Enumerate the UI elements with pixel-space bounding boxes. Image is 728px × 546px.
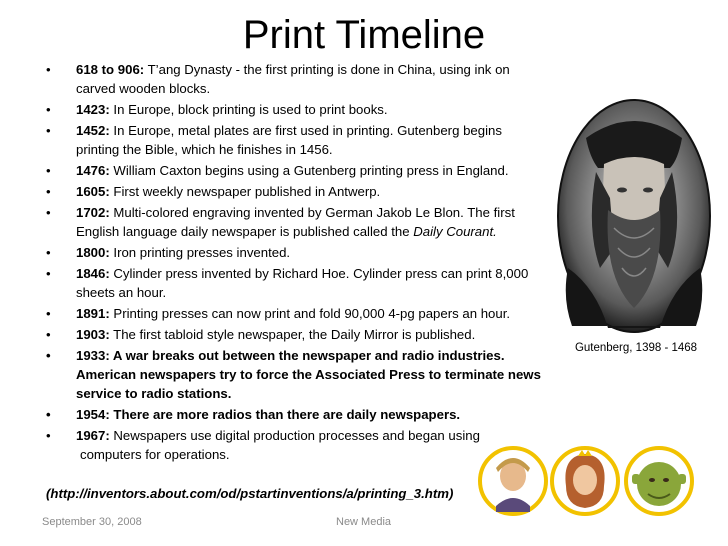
cartoon-character-icon [478, 446, 548, 516]
timeline-year: 1954: [76, 407, 110, 422]
bullet: • [46, 123, 51, 138]
slide-title: Print Timeline [242, 13, 486, 57]
timeline-item [42, 60, 542, 98]
timeline-item [42, 405, 542, 424]
timeline-text: William Caxton begins using a Gutenberg printing press in England. [113, 163, 509, 178]
timeline-year: 1800: [76, 245, 110, 260]
timeline-item [42, 100, 542, 119]
gutenberg-portrait [556, 98, 712, 334]
timeline-item [42, 121, 542, 159]
bullet: • [46, 348, 51, 363]
timeline-text: The first tabloid style newspaper, the Daily Mirror is published. [113, 327, 476, 342]
source-citation: (http://inventors.about.com/od/pstartinventions/a/printing_3.htm) [46, 486, 454, 501]
timeline-item [42, 243, 542, 262]
timeline-text: Cylinder press invented by Richard Hoe. Cylinder press can print 8,000 sheets an hour. [76, 266, 529, 300]
cartoon-character-icon [624, 446, 694, 516]
timeline-item [42, 325, 542, 344]
portrait-caption: Gutenberg, 1398 - 1468 [574, 342, 698, 354]
timeline-text: Iron printing presses invented. [113, 245, 291, 260]
timeline-item [42, 304, 542, 323]
timeline-list [42, 60, 542, 466]
timeline-item-continuation: computers for operations. [80, 447, 230, 462]
timeline-year: 618 to 906: [76, 62, 145, 77]
newspaper-name: Daily Courant. [413, 224, 497, 239]
timeline-text: First weekly newspaper published in Antwerp. [113, 184, 381, 199]
bullet: • [46, 306, 51, 321]
bullet: • [46, 428, 51, 443]
timeline-text: In Europe, metal plates are first used in printing. Gutenberg begins printing the Bible, which he finishes in 1456. [76, 123, 502, 157]
timeline-text: Newspapers use digital production processes and began using [113, 428, 480, 443]
footer-center-text: New Media [336, 516, 392, 528]
bullet: • [46, 205, 51, 220]
timeline-text: There are more radios than there are daily newspapers. [113, 407, 461, 422]
timeline-item [42, 182, 542, 201]
timeline-year: 1702: [76, 205, 110, 220]
timeline-year: 1423: [76, 102, 110, 117]
bullet: • [46, 102, 51, 117]
timeline-year: 1903: [76, 327, 110, 342]
bullet: • [46, 327, 51, 342]
timeline-year: 1605: [76, 184, 110, 199]
timeline-item [42, 346, 542, 403]
timeline-year: 1476: [76, 163, 110, 178]
bullet: • [46, 163, 51, 178]
bullet: • [46, 266, 51, 281]
footer-date: September 30, 2008 [42, 516, 142, 528]
bullet: • [46, 407, 51, 422]
timeline-item [42, 426, 542, 445]
timeline-text: Multi-colored engraving invented by German Jakob Le Blon. The first English language daily newspaper is published called the [76, 205, 515, 239]
timeline-text: A war breaks out between the newspaper and radio industries. American newspapers try to force the Associated Press to terminate news service to radio stations. [76, 348, 541, 401]
timeline-year: 1452: [76, 123, 110, 138]
timeline-text: Printing presses can now print and fold 90,000 4-pg papers an hour. [113, 306, 511, 321]
timeline-year: 1891: [76, 306, 110, 321]
timeline-text: In Europe, block printing is used to print books. [113, 102, 388, 117]
bullet: • [46, 184, 51, 199]
timeline-text: T’ang Dynasty - the first printing is done in China, using ink on carved wooden blocks. [76, 62, 510, 96]
bullet: • [46, 62, 51, 77]
timeline-item [42, 203, 542, 241]
timeline-year: 1967: [76, 428, 110, 443]
timeline-year: 1846: [76, 266, 110, 281]
cartoon-character-icon [550, 446, 620, 516]
timeline-item [42, 161, 542, 180]
timeline-year: 1933: [76, 348, 110, 363]
bullet: • [46, 245, 51, 260]
timeline-item [42, 264, 542, 302]
